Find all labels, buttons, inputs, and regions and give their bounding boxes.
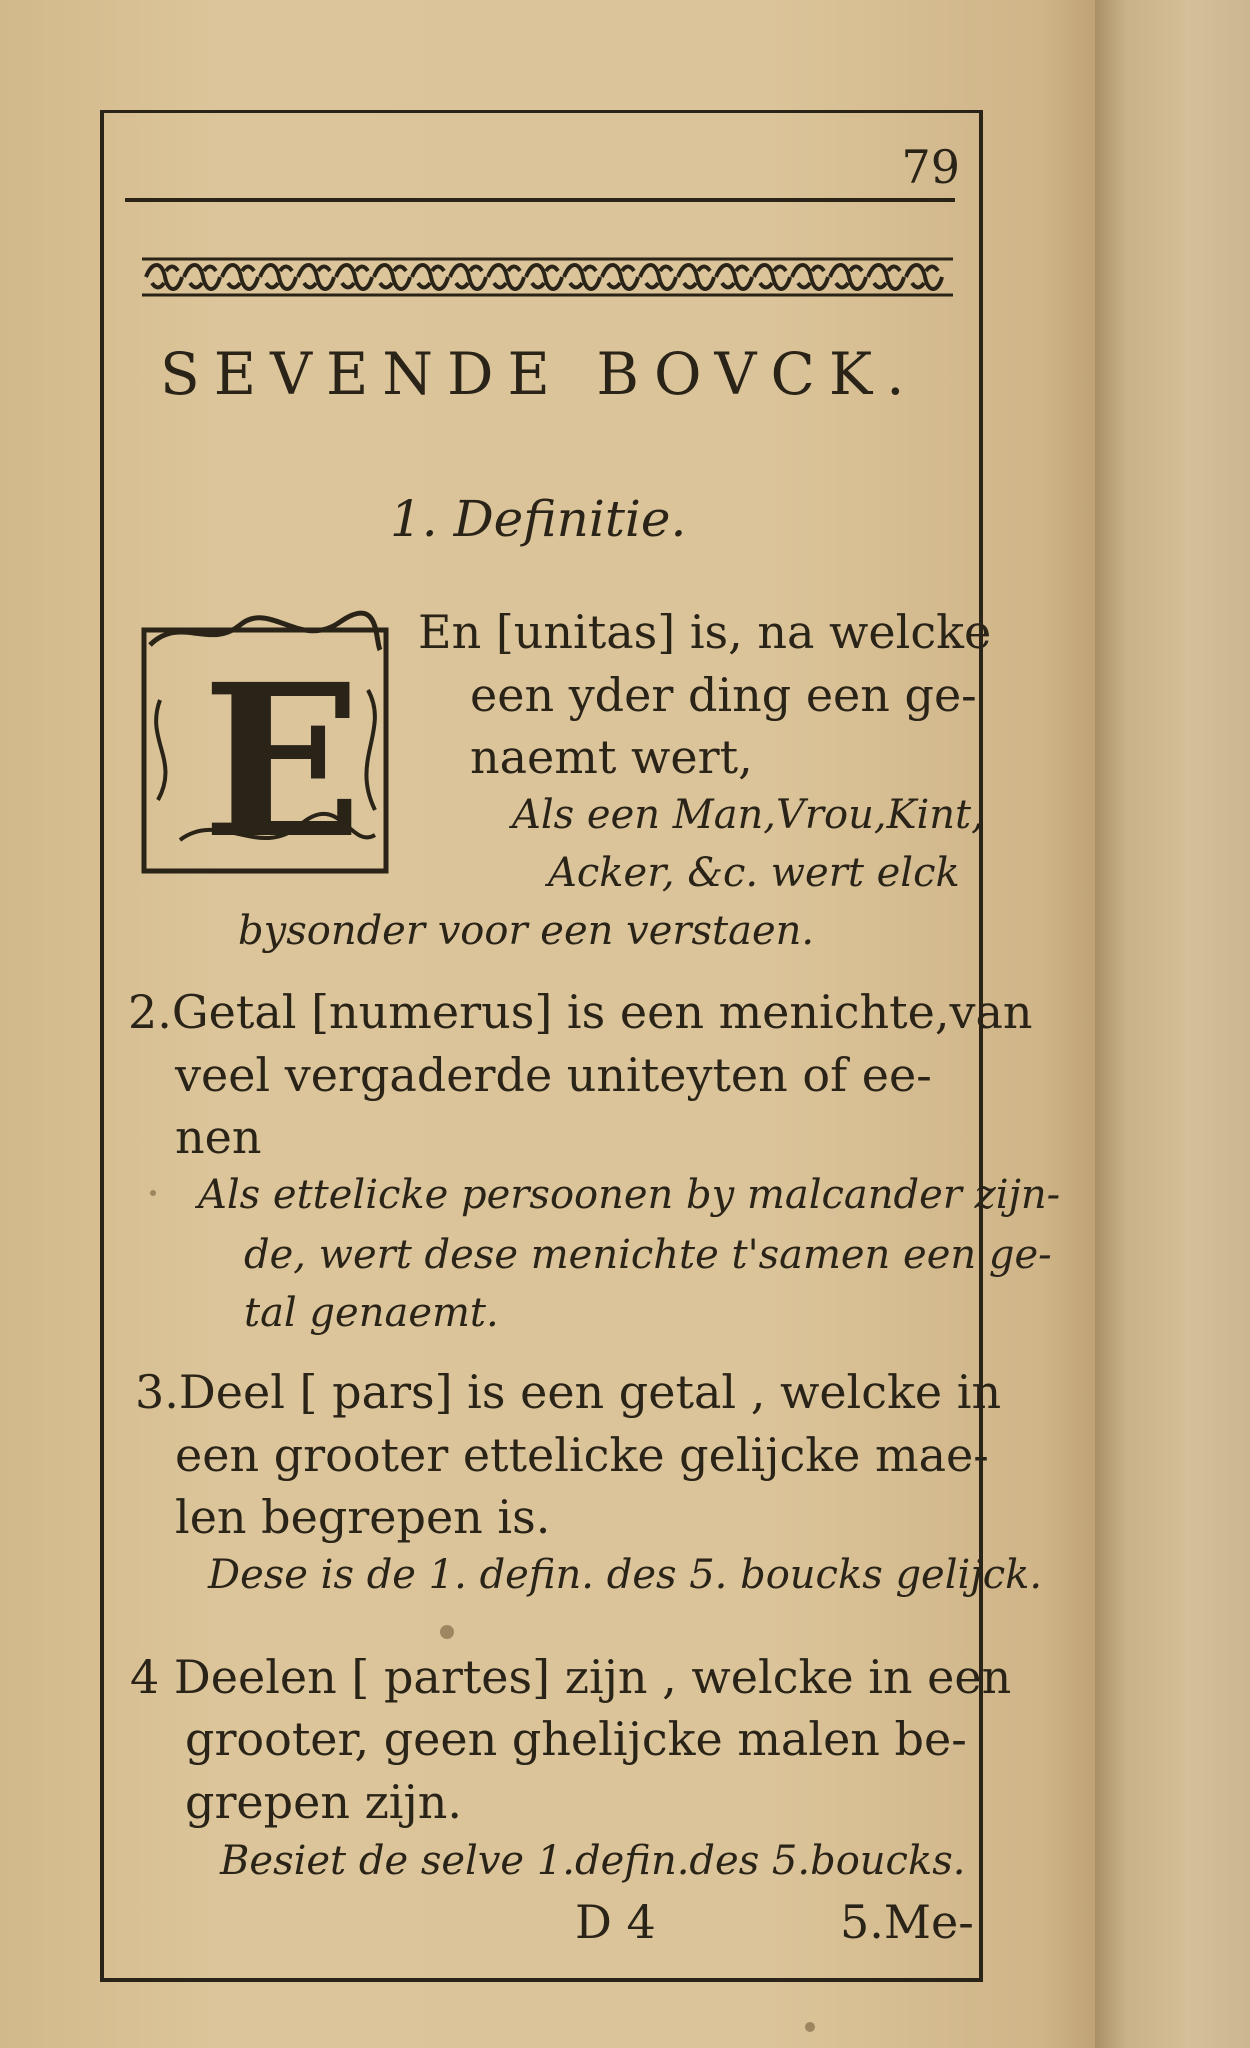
def4-line-1: 4 Deelen [ partes] zijn , welcke in een	[130, 1650, 1012, 1704]
adjacent-page-edge	[1095, 0, 1250, 2048]
ornament-unit	[374, 265, 410, 289]
catchword: 5.Me-	[840, 1895, 974, 1949]
def4-line-2: grooter, geen ghelijcke malen be-	[185, 1712, 967, 1766]
ornament-unit	[412, 265, 448, 289]
ornament-unit	[488, 265, 524, 289]
def3-line-2: een grooter ettelicke gelijcke mae-	[175, 1428, 989, 1482]
paper-stain	[440, 1625, 454, 1639]
ornament-unit	[564, 265, 600, 289]
definition-heading: 1. Definitie.	[390, 490, 687, 548]
ornament-unit	[716, 265, 752, 289]
header-rule	[125, 198, 955, 202]
ornament-unit	[184, 265, 220, 289]
ornament-unit	[678, 265, 714, 289]
ornament-unit	[450, 265, 486, 289]
ornament-unit	[260, 265, 296, 289]
ornament-unit	[336, 265, 372, 289]
def3-note-1: Dese is de 1. defin. des 5. boucks gelijck.	[208, 1552, 1043, 1598]
def2-note-2: de, wert dese menichte t'samen een ge-	[244, 1232, 1052, 1278]
ornament-unit	[602, 265, 638, 289]
ornament-unit	[640, 265, 676, 289]
def2-line-1: 2.Getal [numerus] is een menichte,van	[128, 985, 1033, 1039]
ornament-unit	[526, 265, 562, 289]
ornament-unit	[906, 265, 942, 289]
ornament-band	[140, 253, 955, 301]
decorated-initial	[140, 610, 390, 875]
paper-stain	[805, 2022, 815, 2032]
def2-line-3: nen	[175, 1110, 262, 1164]
ornament-unit	[298, 265, 334, 289]
ornament-unit	[868, 265, 904, 289]
ornament-unit	[830, 265, 866, 289]
def4-line-3: grepen zijn.	[185, 1775, 463, 1829]
def1-note-2: Acker, &c. wert elck	[548, 850, 960, 896]
def1-line-1: En [unitas] is, na welcke	[418, 605, 992, 659]
def4-note-1: Besiet de selve 1.defin.des 5.boucks.	[220, 1838, 966, 1884]
page-title: SEVENDE BOVCK.	[160, 340, 919, 408]
page-number: 79	[901, 140, 960, 194]
def1-line-3: naemt wert,	[470, 730, 753, 784]
ornament-unit	[146, 265, 182, 289]
signature-mark: D 4	[575, 1895, 656, 1949]
ornament-unit	[222, 265, 258, 289]
ornament-unit	[754, 265, 790, 289]
def3-line-3: len begrepen is.	[175, 1490, 551, 1544]
def2-note-1: Als ettelicke persoonen by malcander zijn-	[198, 1172, 1061, 1218]
def1-line-2: een yder ding een ge-	[470, 668, 977, 722]
def1-note-1: Als een Man,Vrou,Kint,	[512, 792, 984, 838]
def1-note-3: bysonder voor een verstaen.	[238, 908, 815, 954]
def2-note-3: tal genaemt.	[244, 1290, 499, 1336]
paper-stain	[150, 1190, 156, 1196]
ornament-unit	[792, 265, 828, 289]
def2-line-2: veel vergaderde uniteyten of ee-	[175, 1048, 932, 1102]
svg-text:E: E	[202, 638, 363, 875]
def3-line-1: 3.Deel [ pars] is een getal , welcke in	[135, 1365, 1002, 1419]
